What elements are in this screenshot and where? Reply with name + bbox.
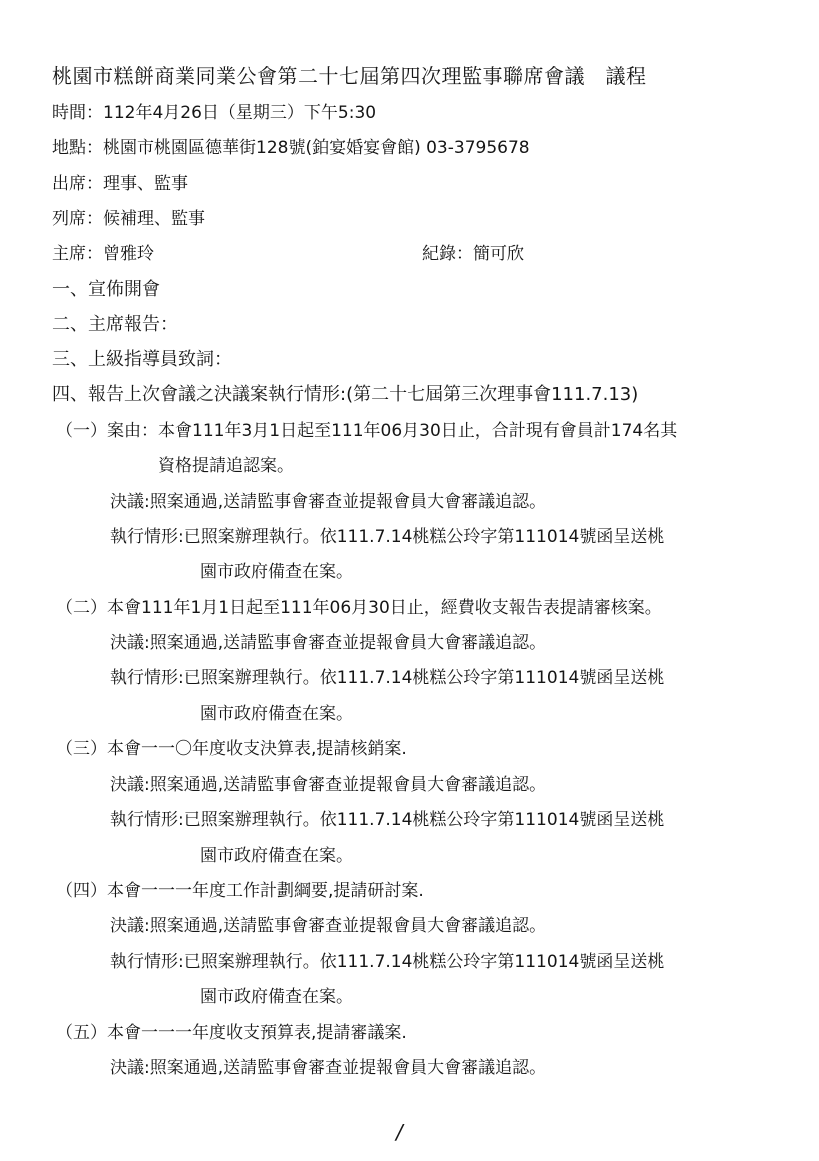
item-2-execution: 執行情形:已照案辦理執行。依111.7.14桃糕公玲字第111014號函呈送桃 [110,668,665,688]
chairperson: 主席：曾雅玲 [52,244,154,264]
item-1-heading-cont: 資格提請追認案。 [158,456,294,476]
item-1-heading: （一）案由：本會111年3月1日起至111年06月30日止，合計現有會員計174名其 [56,421,678,441]
item-4-execution: 執行情形:已照案辦理執行。依111.7.14桃糕公玲字第111014號函呈送桃 [110,952,665,972]
page-title: 桃園市糕餅商業同業公會第二十七屆第四次理監事聯席會議 議程 [52,64,647,88]
recorder: 紀錄：簡可欣 [422,244,524,264]
item-3-execution: 執行情形:已照案辦理執行。依111.7.14桃糕公玲字第111014號函呈送桃 [110,810,665,830]
section-2: 二、主席報告： [52,314,178,335]
attendees: 出席：理事、監事 [52,174,188,194]
item-3-execution-cont: 園市政府備查在案。 [200,846,353,866]
item-1-resolution: 決議:照案通過,送請監事會審查並提報會員大會審議追認。 [110,492,547,512]
section-3: 三、上級指導員致詞： [52,349,232,370]
item-4-resolution: 決議:照案通過,送請監事會審查並提報會員大會審議追認。 [110,916,547,936]
item-2-resolution: 決議:照案通過,送請監事會審查並提報會員大會審議追認。 [110,633,547,653]
item-4-heading: （四）本會一一一年度工作計劃綱要,提請研討案. [56,881,424,901]
item-4-execution-cont: 園市政府備查在案。 [200,987,353,1007]
section-4: 四、報告上次會議之決議案執行情形:(第二十七屆第三次理事會111.7.13) [52,384,639,405]
item-1-execution: 執行情形:已照案辦理執行。依111.7.14桃糕公玲字第111014號函呈送桃 [110,527,665,547]
item-2-heading: （二）本會111年1月1日起至111年06月30日止，經費收支報告表提請審核案。 [56,598,662,618]
meeting-time: 時間：112年4月26日（星期三）下午5:30 [52,103,377,123]
page-number: / [396,1120,403,1144]
item-5-resolution: 決議:照案通過,送請監事會審查並提報會員大會審議追認。 [110,1058,547,1078]
section-1: 一、宣佈開會 [52,279,160,300]
meeting-place: 地點：桃園市桃園區德華街128號(鉑宴婚宴會館) 03-3795678 [52,138,530,158]
item-3-heading: （三）本會一一〇年度收支決算表,提請核銷案. [56,739,407,759]
item-2-execution-cont: 園市政府備查在案。 [200,704,353,724]
observers: 列席：候補理、監事 [52,209,205,229]
item-3-resolution: 決議:照案通過,送請監事會審查並提報會員大會審議追認。 [110,775,547,795]
item-5-heading: （五）本會一一一年度收支預算表,提請審議案. [56,1023,407,1043]
item-1-execution-cont: 園市政府備查在案。 [200,562,353,582]
